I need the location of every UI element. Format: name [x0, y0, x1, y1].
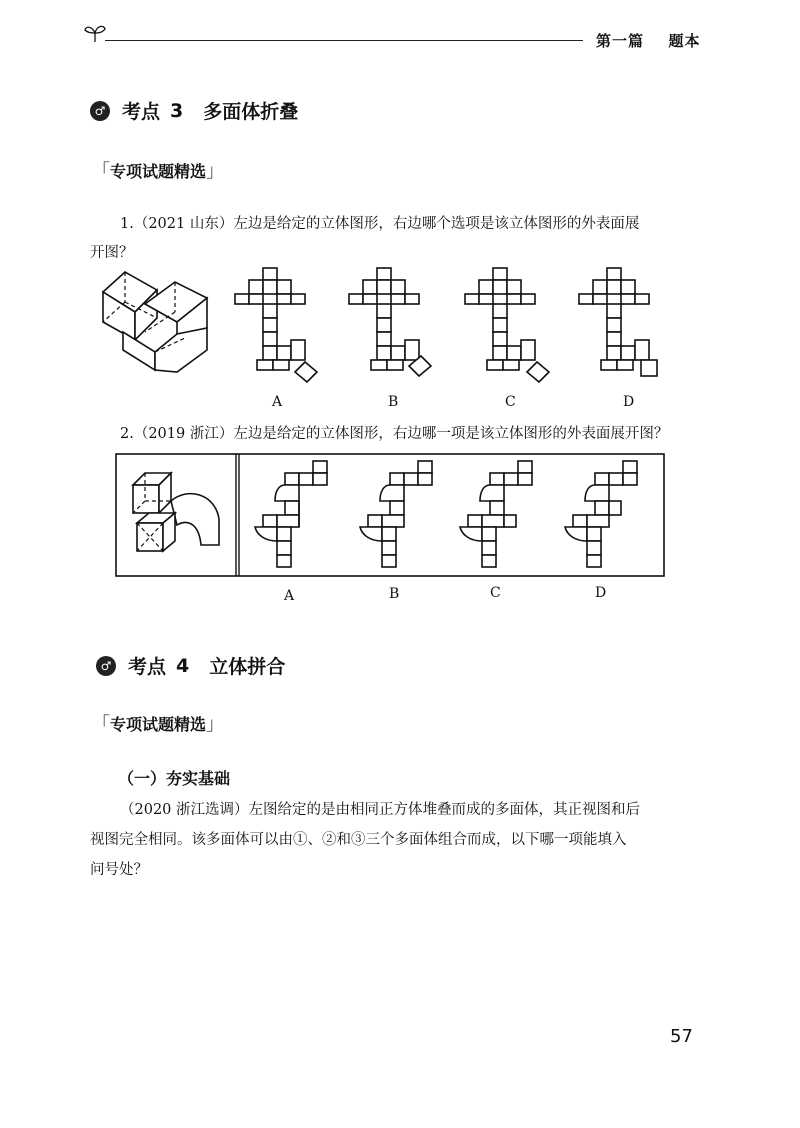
question-3-text-cont2: 问号处？ [90, 862, 148, 878]
header-rule [105, 40, 583, 41]
section-badge-icon: ♂ [90, 101, 110, 121]
header-subsection: 题本 [668, 32, 701, 50]
q2-option-b-net [360, 461, 432, 567]
q2-option-c-label: C [490, 585, 501, 601]
q1-option-d-net [579, 268, 657, 376]
q2-option-a-label: A [284, 588, 295, 604]
question-1-figure [95, 262, 705, 390]
q2-option-a-net [255, 461, 327, 567]
q1-option-b-net [349, 268, 431, 376]
section-badge-icon: ♂ [96, 656, 116, 676]
page-number: 57 [670, 1026, 693, 1047]
header-section: 第一篇 [596, 32, 645, 50]
section-3-subheading: 「专项试题精选」 [92, 161, 225, 182]
q1-option-a-net [235, 268, 317, 382]
q1-option-c-label: C [505, 394, 516, 410]
q2-option-d-label: D [595, 585, 607, 601]
running-header [596, 30, 701, 51]
question-2-figure [115, 453, 665, 579]
q1-solid-figure [103, 272, 207, 372]
q2-option-d-net [565, 461, 637, 567]
q1-option-c-net [465, 268, 549, 382]
section-4-title: ♂ 考点 4 立体拼合 [96, 652, 285, 679]
question-1-text: 1.（2021 山东）左边是给定的立体图形，右边哪个选项是该立体图形的外表面展 [120, 216, 640, 232]
q1-option-b-label: B [388, 394, 399, 410]
section-4-subheading: 「专项试题精选」 [92, 714, 225, 735]
q1-option-d-label: D [623, 394, 635, 410]
q1-option-a-label: A [272, 394, 283, 410]
q2-option-c-net [460, 461, 532, 567]
question-3-text-cont: 视图完全相同。该多面体可以由①、②和③三个多面体组合而成，以下哪一项能填入 [90, 832, 627, 848]
section-3-title: ♂ 考点 3 多面体折叠 [90, 97, 298, 124]
q2-option-b-label: B [389, 586, 400, 602]
question-1-text-cont: 开图？ [90, 245, 134, 261]
q2-solid-figure [133, 473, 219, 551]
question-3-text: （2020 浙江选调）左图给定的是由相同正方体堆叠而成的多面体，其正视图和后 [120, 802, 641, 818]
question-2-text: 2.（2019 浙江）左边是给定的立体图形，右边哪一项是该立体图形的外表面展开图？ [120, 426, 669, 442]
part-title: （一）夯实基础 [118, 769, 231, 788]
